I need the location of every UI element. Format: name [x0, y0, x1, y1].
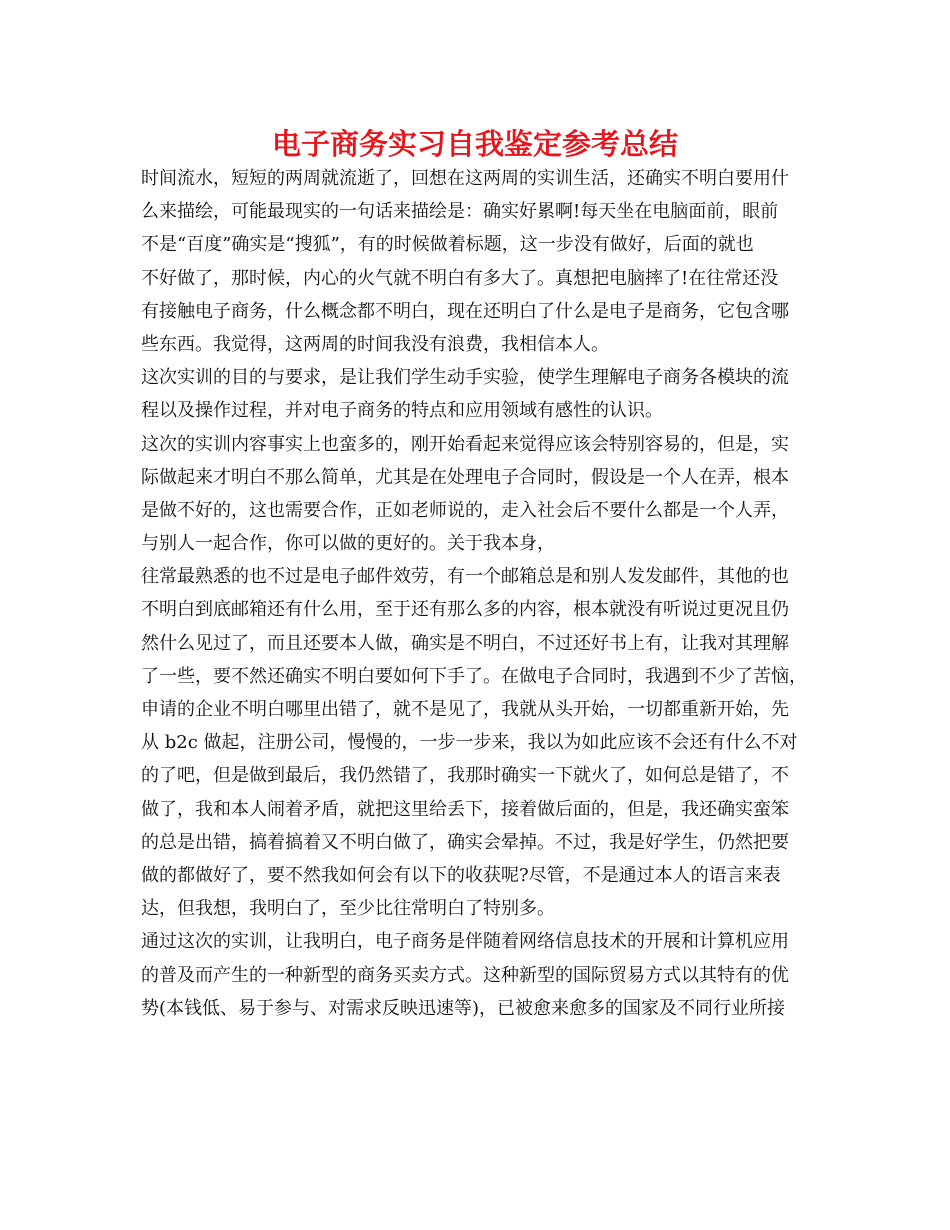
text-line: 然什么见过了，而且还要本人做，确实是不明白，不过还好书上有，让我对其理解: [141, 632, 789, 654]
text-line: 与别人一起合作，你可以做的更好的。关于我本身，: [141, 533, 555, 555]
text-line: 时间流水，短短的两周就流逝了，回想在这两周的实训生活，还确实不明白要用什: [141, 168, 789, 189]
text-line: 这次的实训内容事实上也蛮多的，刚开始看起来觉得应该会特别容易的，但是，实: [141, 433, 789, 455]
text-line: 通过这次的实训，让我明白，电子商务是伴随着网络信息技术的开展和计算机应用: [141, 931, 789, 953]
text-line: 势(本钱低、易于参与、对需求反映迅速等)，已被愈来愈多的国家及不同行业所接: [141, 997, 786, 1019]
text-line: 达，但我想，我明白了，至少比往常明白了特别多。: [141, 898, 555, 920]
text-line: 些东西。我觉得，这两周的时间我没有浪费，我相信本人。: [141, 333, 609, 355]
text-line: 了一些，要不然还确实不明白要如何下手了。在做电子合同时，我遇到不少了苦恼，: [141, 665, 807, 687]
text-line: 的总是出错，搞着搞着又不明白做了，确实会晕掉。不过，我是好学生，仍然把要: [141, 831, 789, 853]
text-line: 不明白到底邮箱还有什么用，至于还有那么多的内容，根本就没有听说过更况且仍: [141, 599, 789, 621]
text-line: 不好做了，那时候，内心的火气就不明白有多大了。真想把电脑摔了!在往常还没: [141, 267, 779, 289]
text-line: 际做起来才明白不那么简单，尤其是在处理电子合同时，假设是一个人在弄，根本: [141, 466, 789, 488]
text-line: 做的都做好了，要不然我如何会有以下的收获呢?尽管，不是通过本人的语言来表: [141, 864, 781, 886]
text-line: 这次实训的目的与要求，是让我们学生动手实验，使学生理解电子商务各模块的流: [141, 367, 789, 389]
text-line: 不是“百度”确实是“搜狐”，有的时候做着标题，这一步没有做好，后面的就也: [141, 234, 754, 256]
text-line: 有接触电子商务，什么概念都不明白，现在还明白了什么是电子是商务，它包含哪: [141, 300, 789, 322]
text-line: 么来描绘，可能最现实的一句话来描绘是：确实好累啊!每天坐在电脑面前，眼前: [141, 201, 779, 223]
text-line: 程以及操作过程，并对电子商务的特点和应用领域有感性的认识。: [141, 400, 663, 422]
text-line: 做了，我和本人闹着矛盾，就把这里给丢下，接着做后面的，但是，我还确实蛮笨: [141, 798, 789, 820]
document-body: [141, 162, 811, 1025]
text-line: 从 b2c 做起，注册公司，慢慢的，一步一步来，我以为如此应该不会还有什么不对: [141, 732, 798, 754]
text-line: 是做不好的，这也需要合作，正如老师说的，走入社会后不要什么都是一个人弄，: [141, 499, 789, 521]
text-line: 申请的企业不明白哪里出错了，就不是见了，我就从头开始，一切都重新开始，先: [141, 699, 789, 720]
document-title: 电子商务实习自我鉴定参考总结: [271, 127, 678, 161]
text-line: 的了吧，但是做到最后，我仍然错了，我那时确实一下就火了，如何总是错了，不: [141, 765, 789, 787]
text-line: 往常最熟悉的也不过是电子邮件效劳，有一个邮箱总是和别人发发邮件，其他的也: [141, 566, 789, 588]
text-line: 的普及而产生的一种新型的商务买卖方式。这种新型的国际贸易方式以其特有的优: [141, 964, 789, 986]
